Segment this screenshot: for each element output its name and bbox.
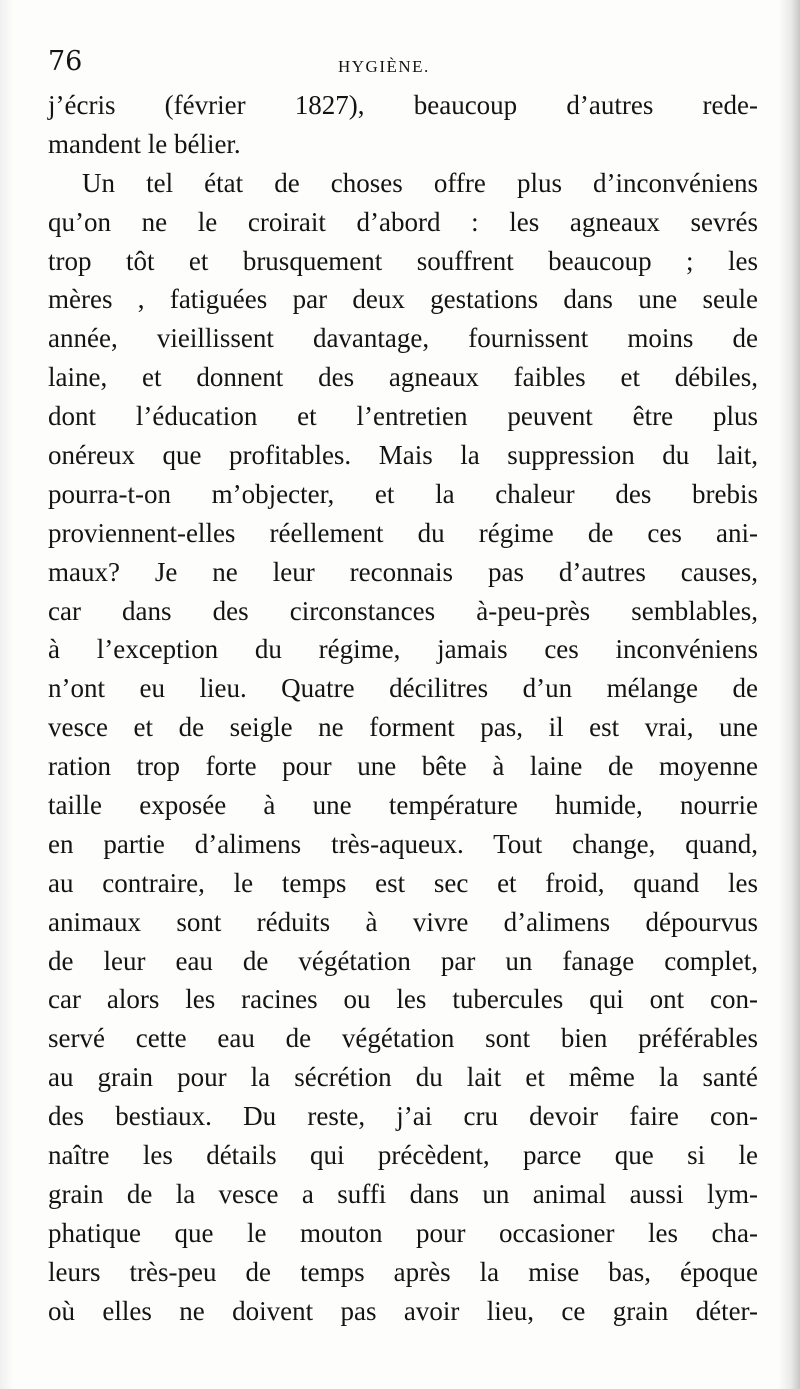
running-head: HYGIÈNE. — [338, 57, 430, 76]
text-line: car dans des circonstances à-peu-près semblables, — [48, 595, 758, 626]
text-line: servé cette eau de végétation sont bien préférables — [48, 1023, 758, 1054]
text-line: onéreux que profitables. Mais la suppression du lait, — [48, 440, 758, 471]
text-line: laine, et donnent des agneaux faibles et débiles, — [48, 362, 758, 393]
text-line: leurs très-peu de temps après la mise bas, époque — [48, 1256, 758, 1287]
text-line: naître les détails qui précèdent, parce que si le — [48, 1140, 758, 1171]
text-line: car alors les racines ou les tubercules qui ont con- — [48, 984, 758, 1015]
text-line: phatique que le mouton pour occasioner les cha- — [48, 1217, 758, 1248]
page-right-shadow — [778, 0, 800, 1389]
text-line: à l’exception du régime, jamais ces inconvéniens — [48, 634, 758, 665]
text-line: grain de la vesce a suffi dans un animal aussi lym- — [48, 1178, 758, 1209]
page-header — [48, 44, 758, 84]
text-line: n’ont eu lieu. Quatre décilitres d’un mélange de — [48, 673, 758, 704]
text-line: au contraire, le temps est sec et froid, quand les — [48, 867, 758, 898]
text-line: maux? Je ne leur reconnais pas d’autres causes, — [48, 556, 758, 587]
text-line: trop tôt et brusquement souffrent beaucoup ; les — [48, 245, 758, 276]
page-left-shadow — [0, 0, 14, 1389]
text-line: animaux sont réduits à vivre d’alimens dépourvus — [48, 906, 758, 937]
text-line: vesce et de seigle ne forment pas, il est vrai, une — [48, 712, 758, 743]
text-line: pourra-t-on m’objecter, et la chaleur des brebis — [48, 478, 758, 509]
text-line: j’écris (février 1827), beaucoup d’autres rede- — [48, 90, 758, 120]
text-line: année, vieillissent davantage, fournissent moins de — [48, 323, 758, 354]
text-line: des bestiaux. Du reste, j’ai cru devoir faire con- — [48, 1101, 758, 1132]
body-text — [48, 86, 758, 1331]
page-number: 76 — [48, 46, 83, 77]
text-line: proviennent-elles réellement du régime de ces ani- — [48, 517, 758, 548]
text-line: ration trop forte pour une bête à laine de moyenne — [48, 751, 758, 782]
text-line: au grain pour la sécrétion du lait et même la santé — [48, 1062, 758, 1093]
text-line: dont l’éducation et l’entretien peuvent être plus — [48, 401, 758, 432]
text-line: qu’on ne le croirait d’abord : les agneaux sevrés — [48, 206, 758, 237]
text-line: Un tel état de choses offre plus d’inconvéniens — [82, 167, 758, 198]
text-line: mandent le bélier. — [48, 128, 241, 159]
text-line: taille exposée à une température humide, nourrie — [48, 790, 758, 821]
text-line: de leur eau de végétation par un fanage complet, — [48, 945, 758, 976]
text-line: en partie d’alimens très-aqueux. Tout change, quand, — [48, 828, 758, 859]
text-line: mères , fatiguées par deux gestations dans une seule — [48, 284, 758, 315]
text-line: où elles ne doivent pas avoir lieu, ce grain déter- — [48, 1295, 758, 1326]
